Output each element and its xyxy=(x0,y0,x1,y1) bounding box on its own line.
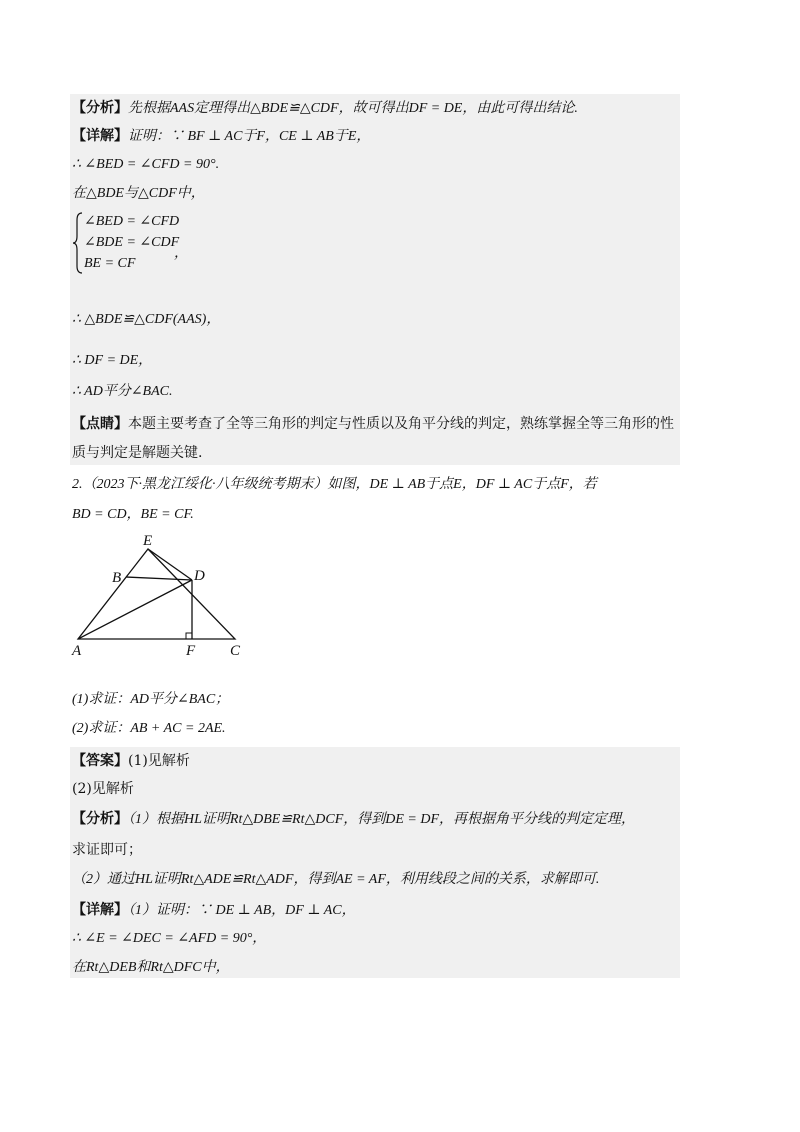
segment-ad xyxy=(78,580,192,639)
system-eq-3: BE = CF xyxy=(84,256,136,271)
comment-line-1 xyxy=(72,414,674,434)
detail-2-line-1 xyxy=(72,900,356,921)
system-eq-1: ∠BED = ∠CFD xyxy=(84,214,180,229)
analysis-line xyxy=(72,98,578,119)
detail-2-text-1: （1）证明：∵ DE ⊥ AB，DF ⊥ AC， xyxy=(128,903,356,918)
question-2-stem: 2.（2023下·黑龙江绥化·八年级统考期末）如图，DE ⊥ AB于点E，DF ⊥ AC于点F，若 xyxy=(72,477,597,492)
detail-line-1 xyxy=(72,126,370,147)
answer-tag: 【答案】 xyxy=(72,753,128,769)
comment-line-2: 质与判定是解题关键. xyxy=(72,445,203,461)
solution-block-1 xyxy=(70,94,680,465)
answer-line-2: (2)见解析 xyxy=(72,781,134,797)
detail-text-1: 证明：∵ BF ⊥ AC于F，CE ⊥ AB于E， xyxy=(128,129,371,144)
detail-line-2: ∴ ∠BED = ∠CFD = 90°. xyxy=(72,157,220,172)
right-angle-mark xyxy=(186,633,192,639)
detail-line-4: ∴ △BDE≌△CDF(AAS)， xyxy=(72,312,221,327)
analysis-2-line-2: 求证即可； xyxy=(72,842,142,858)
question-2-part-1: (1)求证：AD平分∠BAC； xyxy=(72,692,230,707)
segment-bd xyxy=(126,577,192,580)
detail-line-3: 在△BDE与△CDF中， xyxy=(72,186,205,201)
question-2-part-2: (2)求证：AB + AC = 2AE. xyxy=(72,721,226,736)
label-d: D xyxy=(194,568,205,584)
detail-line-6: ∴ AD平分∠BAC. xyxy=(72,384,173,399)
geometry-figure xyxy=(68,530,268,660)
label-a: A xyxy=(72,643,82,659)
analysis-2-line-1 xyxy=(72,809,635,830)
analysis-text: 先根据AAS定理得出△BDE≌△CDF，故可得出DF = DE，由此可得出结论. xyxy=(128,101,578,116)
detail-2-line-2: ∴ ∠E = ∠DEC = ∠AFD = 90°， xyxy=(72,931,267,946)
comment-text-1: 本题主要考查了全等三角形的判定与性质以及角平分线的判定，熟练掌握全等三角形的性 xyxy=(128,416,674,432)
question-2-condition: BD = CD，BE = CF. xyxy=(72,507,194,522)
detail-2-line-3: 在Rt△DEB和Rt△DFC中， xyxy=(72,960,230,975)
label-f: F xyxy=(186,643,196,659)
system-eq-2: ∠BDE = ∠CDF xyxy=(84,235,180,250)
analysis-2-tag: 【分析】 xyxy=(72,811,128,827)
answer-line-1 xyxy=(72,751,190,771)
system-comma: ， xyxy=(174,246,188,261)
label-c: C xyxy=(230,643,241,659)
analysis-tag: 【分析】 xyxy=(72,100,128,116)
label-e: E xyxy=(143,533,153,549)
system-brace xyxy=(73,212,83,274)
detail-tag: 【详解】 xyxy=(72,128,128,144)
comment-tag: 【点睛】 xyxy=(72,416,128,432)
label-b: B xyxy=(112,570,122,586)
analysis-2-text-1: （1）根据HL证明Rt△DBE≌Rt△DCF，得到DE = DF，再根据角平分线的判定定理， xyxy=(128,812,636,827)
detail-line-5: ∴ DF = DE， xyxy=(72,353,153,368)
triangle-abc xyxy=(78,549,235,639)
answer-text-1: (1)见解析 xyxy=(128,753,190,769)
detail-2-tag: 【详解】 xyxy=(72,902,128,918)
segment-de xyxy=(148,549,192,580)
analysis-2-line-3: （2）通过HL证明Rt△ADE≌Rt△ADF，得到AE = AF，利用线段之间的关系，求解即可. xyxy=(72,872,600,887)
